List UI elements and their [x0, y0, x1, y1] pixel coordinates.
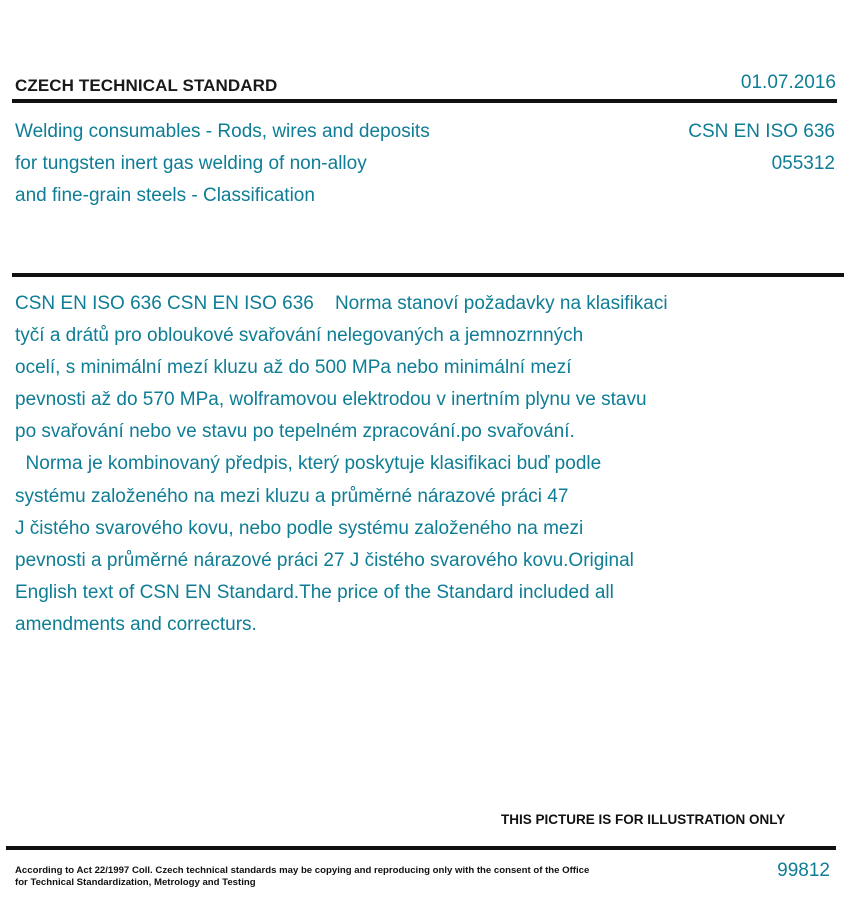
standard-code: CSN EN ISO 636 [688, 121, 835, 142]
description-line: systému založeného na mezi kluzu a průměrné nárazové práci 47 [15, 485, 569, 507]
description-line: ocelí, s minimální mezí kluzu až do 500 MPa nebo minimální mezí [15, 357, 572, 379]
standard-identifiers [688, 116, 835, 180]
standard-description [15, 288, 775, 641]
legal-notice [15, 865, 595, 889]
illustration-note: THIS PICTURE IS FOR ILLUSTRATION ONLY [501, 812, 786, 827]
publication-date: 01.07.2016 [740, 72, 836, 93]
description-line: tyčí a drátů pro obloukové svařování nelegovaných a jemnozrnných [15, 325, 584, 347]
description-line: pevnosti až do 570 MPa, wolframovou elektrodou v inertním plynu ve stavu [15, 389, 647, 411]
standard-number: 055312 [771, 153, 835, 174]
header-divider [12, 99, 837, 103]
standard-title-line: Welding consumables - Rods, wires and deposits [15, 121, 430, 142]
description-line: CSN EN ISO 636 CSN EN ISO 636 Norma stanoví požadavky na klasifikaci [15, 293, 668, 314]
description-line: pevnosti a průměrné nárazové práci 27 J čistého svarového kovu.Original [15, 549, 634, 571]
description-line: J čistého svarového kovu, nebo podle systému založeného na mezi [15, 517, 584, 539]
legal-notice-line: for Technical Standardization, Metrology and Testing [15, 877, 256, 888]
document-type-heading: CZECH TECHNICAL STANDARD [15, 76, 278, 95]
title-divider [12, 273, 844, 277]
description-line: po svařování nebo ve stavu po tepelném zpracování.po svařování. [15, 421, 575, 443]
standard-title [15, 116, 575, 212]
description-line: amendments and correcturs. [15, 613, 257, 635]
description-line: English text of CSN EN Standard.The price of the Standard included all [15, 581, 614, 603]
footer-divider [6, 846, 836, 850]
description-line: Norma je kombinovaný předpis, který poskytuje klasifikaci buď podle [15, 453, 602, 475]
document-id: 99812 [777, 860, 830, 881]
standard-title-line: for tungsten inert gas welding of non-alloy [15, 153, 367, 174]
standard-title-line: and fine-grain steels - Classification [15, 185, 315, 206]
legal-notice-line: According to Act 22/1997 Coll. Czech technical standards may be copying and reproducing only with the consent of the Office [15, 865, 590, 876]
